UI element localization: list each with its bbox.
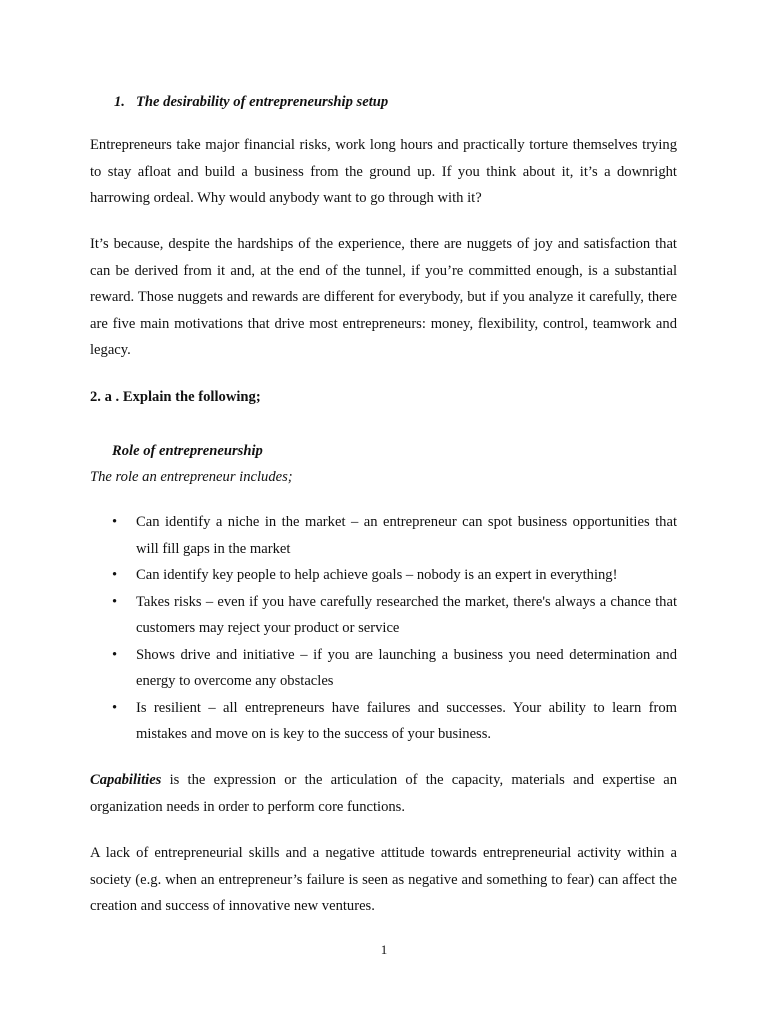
page-number: 1 [380, 942, 388, 957]
capabilities-term: Capabilities [90, 772, 162, 788]
role-of-entrepreneurship-title: Role of entrepreneurship [112, 443, 263, 459]
bullet-icon: • [112, 514, 118, 530]
capabilities-paragraph [90, 767, 677, 820]
section-1-title: The desirability of entrepreneurship setup [136, 94, 389, 110]
section-1-number: 1. [114, 94, 125, 110]
list-item [90, 562, 677, 589]
paragraph-2: It’s because, despite the hardships of the experience, there are nuggets of joy and satisfaction that can be derived from it and, at the end of the tunnel, if you’re committed enough, is a substantial reward. Those nuggets and rewards are different for everybody, but if you analyze it carefully, there are five main motivations that drive most entrepreneurs: money, flexibility, control, teamwork and legacy. [90, 236, 677, 358]
list-item [90, 509, 677, 562]
section-2-heading: 2. a . Explain the following; [90, 389, 261, 405]
list-item [90, 642, 677, 695]
bullet-icon: • [112, 567, 118, 583]
paragraph-1: Entrepreneurs take major financial risks, work long hours and practically torture themselves trying to stay afloat and build a business from the ground up. If you think about it, it’s a downright harrowing ordeal. Why would anybody want to go through with it? [90, 137, 677, 206]
capabilities-definition: is the expression or the articulation of the capacity, materials and expertise an organization needs in order to perform core functions. [90, 772, 677, 815]
list-item-text: Is resilient – all entrepreneurs have failures and successes. Your ability to learn from mistakes and move on is key to the success of your business. [136, 699, 677, 742]
bullet-icon: • [112, 646, 118, 663]
list-item [90, 589, 677, 642]
closing-paragraph: A lack of entrepreneurial skills and a negative attitude towards entrepreneurial activity within a society (e.g. when an entrepreneur’s failure is seen as negative and something to fear) can affect the creation and success of innovative new ventures. [90, 845, 677, 914]
list-item [90, 695, 677, 748]
list-item-text: Takes risks – even if you have carefully researched the market, there's always a chance that customers may reject your product or service [136, 593, 677, 636]
section-1-heading [114, 92, 674, 112]
list-item-text: Can identify a niche in the market – an entrepreneur can spot business opportunities that will fill gaps in the market [136, 514, 677, 557]
bullet-icon: • [112, 593, 118, 610]
role-subtitle: The role an entrepreneur includes; [90, 469, 293, 485]
bullet-icon: • [112, 699, 118, 716]
list-item-text: Can identify key people to help achieve goals – nobody is an expert in everything! [136, 567, 618, 583]
list-item-text: Shows drive and initiative – if you are launching a business you need determination and energy to overcome any obstacles [136, 646, 677, 689]
role-bullet-list [90, 509, 677, 748]
